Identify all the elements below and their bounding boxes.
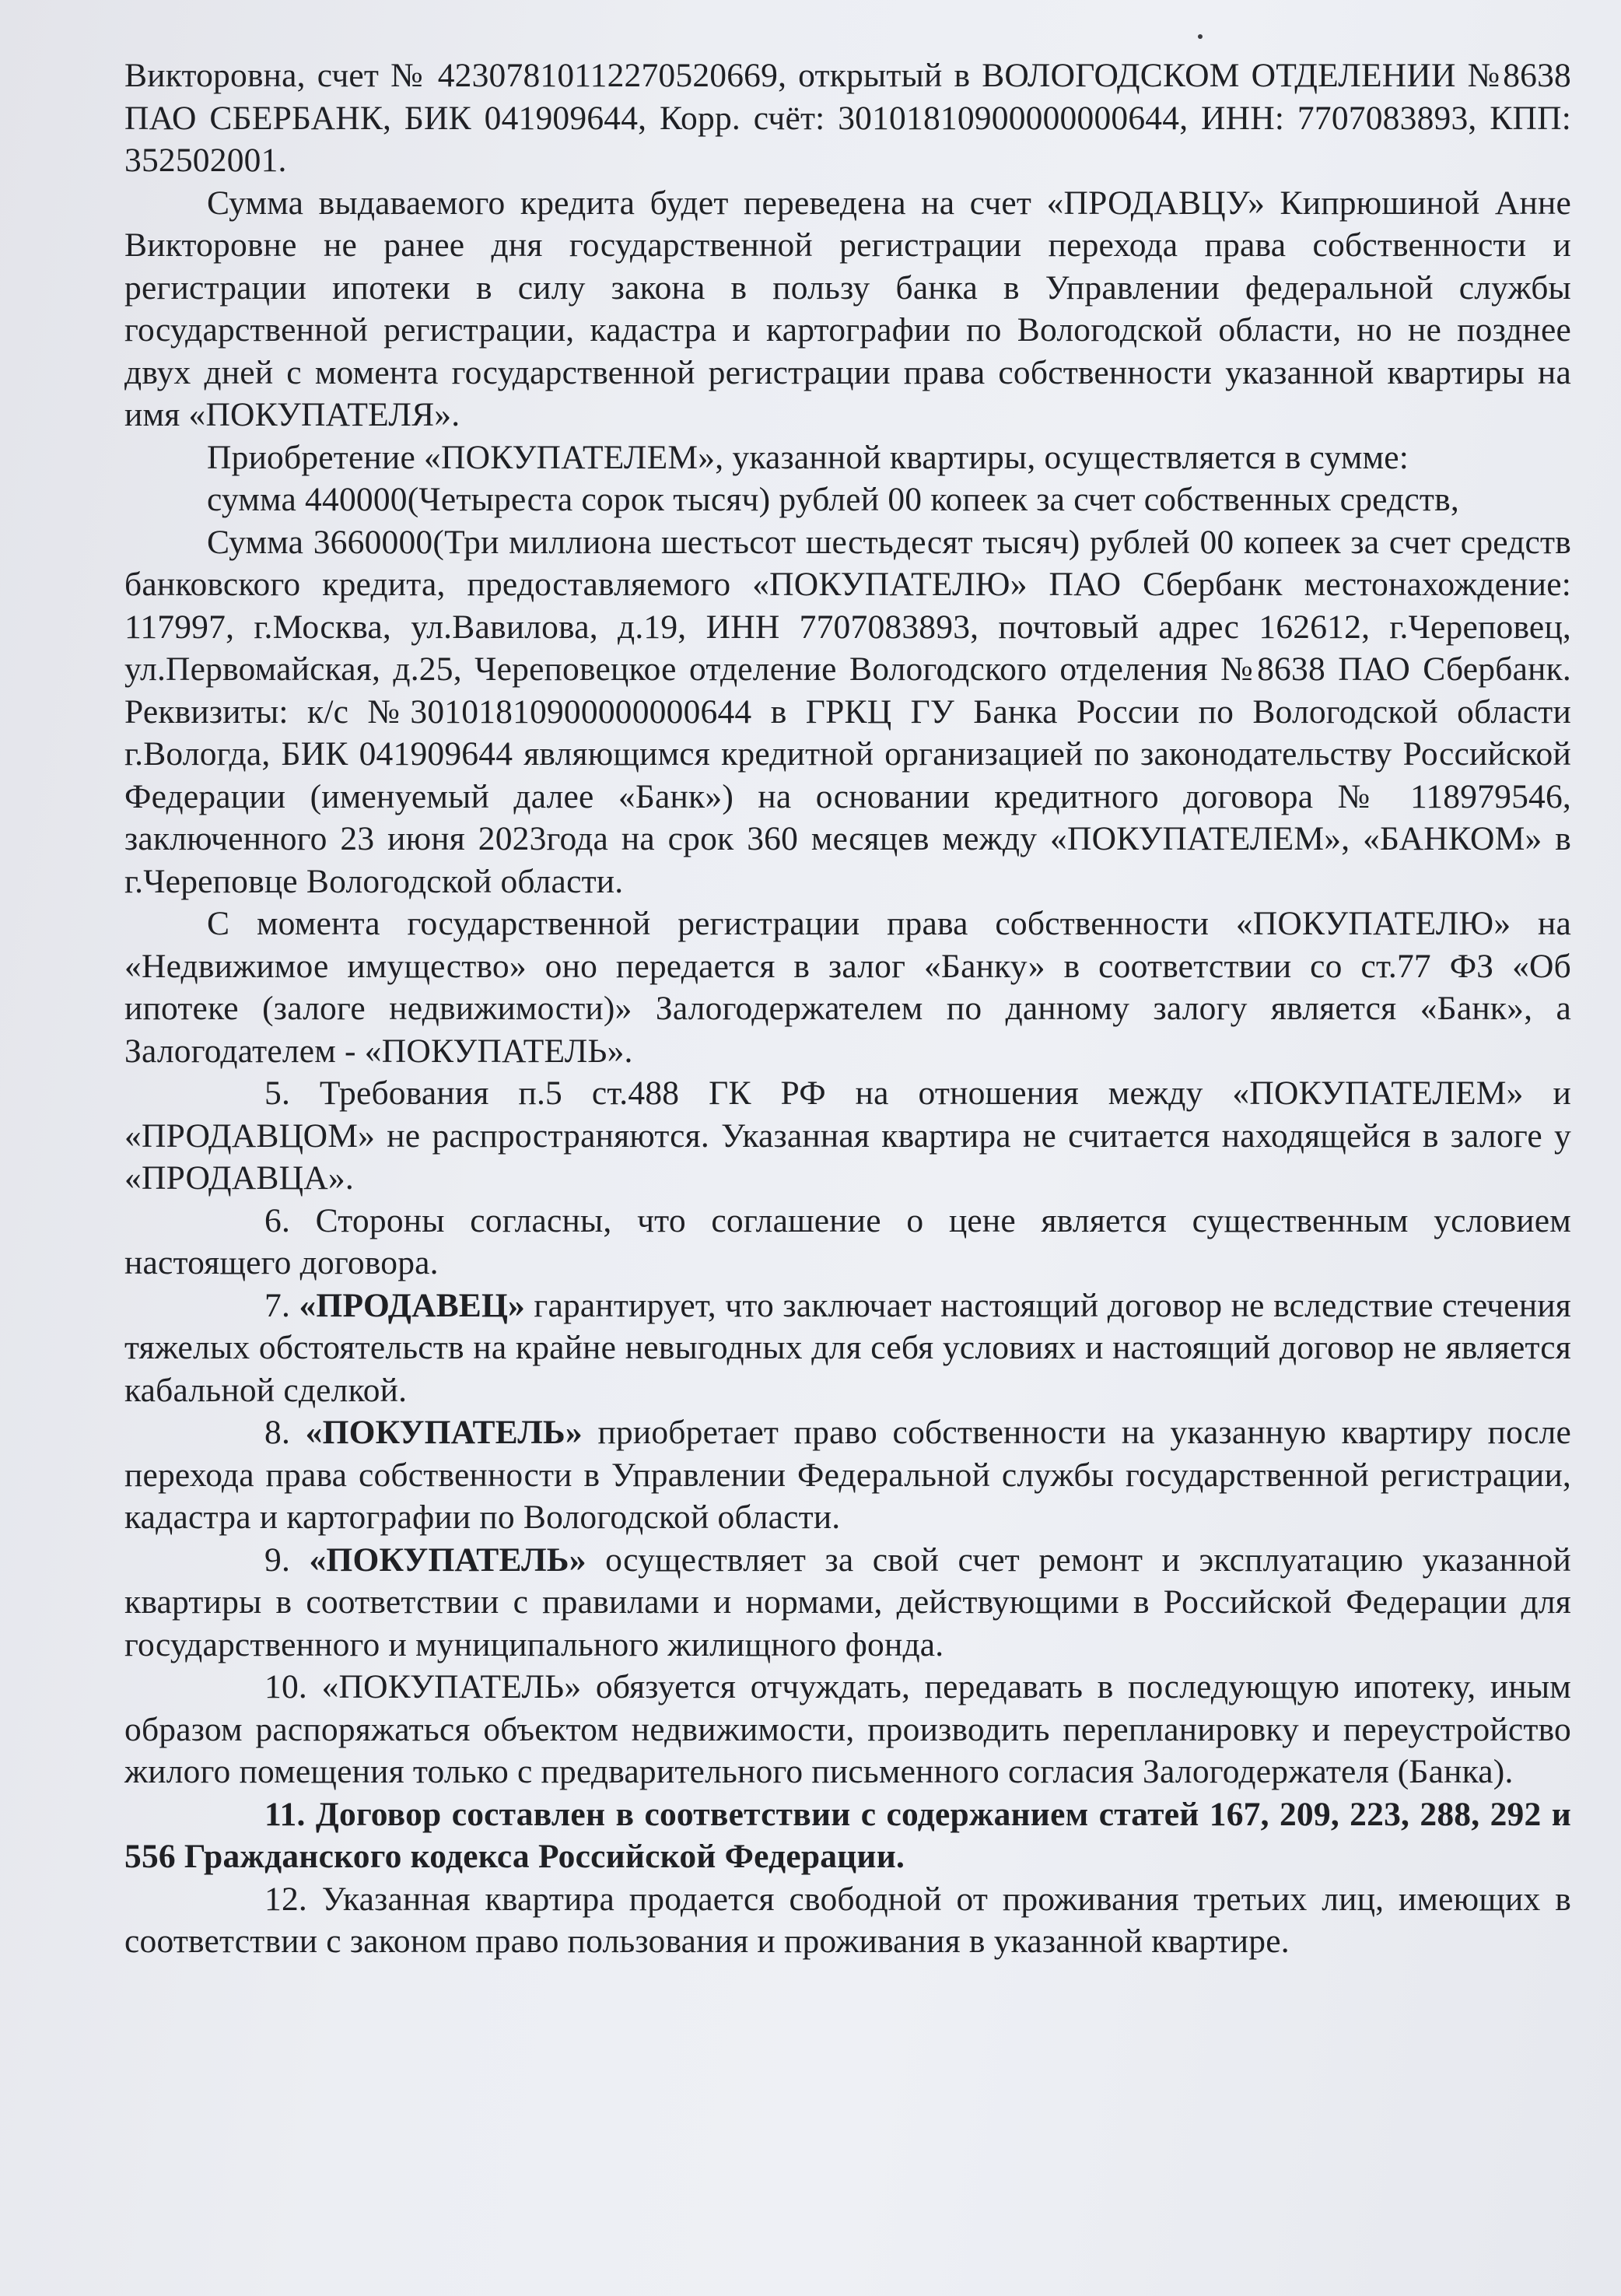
clause-7-number: 7.: [264, 1286, 291, 1324]
clause-9: [124, 1539, 1571, 1667]
contract-text: [124, 54, 1571, 1963]
clause-9-text: осуществляет за свой счет ремонт и эксплуатацию указанной квартиры в соответствии с правилами и нормами, действующими в Российской Федерации для государственного и муниципального жилищного фонда.: [124, 1541, 1572, 1663]
clause-9-number: 9.: [264, 1541, 291, 1579]
paper-speck: [1198, 34, 1203, 39]
clause-8: [124, 1411, 1571, 1539]
paragraph-account-details: Викторовна, счет № 42307810112270520669, открытый в ВОЛОГОДСКОМ ОТДЕЛЕНИИ №8638 ПАО СБЕРБАНК, БИК 041909644, Корр. счёт: 30101810900000000644, ИНН: 7707083893, КПП: 352502001.: [124, 57, 1571, 179]
clause-7-text: гарантирует, что заключает настоящий договор не вследствие стечения тяжелых обстоятельств на крайне невыгодных для себя условиях и настоящий договор не является кабальной сделкой.: [124, 1286, 1572, 1409]
paragraph-pledge: С момента государственной регистрации права собственности «ПОКУПАТЕЛЮ» на «Недвижимое имущество» оно передается в залог «Банку» в соответствии со ст.77 ФЗ «Об ипотеке (залоге недвижимости)» Залогодержателем по данному залогу является «Банк», а Залогодателем - «ПОКУПАТЕЛЬ».: [124, 905, 1571, 1070]
clause-10: 10. «ПОКУПАТЕЛЬ» обязуется отчуждать, передавать в последующую ипотеку, иным образом распоряжаться объектом недвижимости, производить перепланировку и переустройство жилого помещения только с предварительного письменного согласия Залогодержателя (Банка).: [124, 1668, 1571, 1790]
clause-12: 12. Указанная квартира продается свободной от проживания третьих лиц, имеющих в соответствии с законом право пользования и проживания в указанной квартире.: [124, 1880, 1571, 1960]
clause-5: 5. Требования п.5 ст.488 ГК РФ на отношения между «ПОКУПАТЕЛЕМ» и «ПРОДАВЦОМ» не распространяются. Указанная квартира не считается находящейся в залоге у «ПРОДАВЦА».: [124, 1074, 1571, 1197]
clause-8-number: 8.: [264, 1414, 291, 1451]
paragraph-bank-credit: Сумма 3660000(Три миллиона шестьсот шестьдесят тысяч) рублей 00 копеек за счет средств банковского кредита, предоставляемого «ПОКУПАТЕЛЮ» ПАО Сбербанк местонахождение: 117997, г.Москва, ул.Вавилова, д.19, ИНН 7707083893, почтовый адрес 162612, г.Череповец, ул.Первомайская, д.25, Череповецкое отделение Вологодского отделения №8638 ПАО Сбербанк. Реквизиты: к/с №30101810900000000644 в ГРКЦ ГУ Банка России по Вологодской области г.Вологда, БИК 041909644 являющимся кредитной организацией по законодательству Российской Федерации (именуемый далее «Банк») на основании кредитного договора № 118979546, заключенного 23 июня 2023года на срок 360 месяцев между «ПОКУПАТЕЛЕМ», «БАНКОМ» в г.Череповце Вологодской области.: [124, 523, 1571, 900]
clause-8-party: «ПОКУПАТЕЛЬ»: [305, 1414, 583, 1451]
paragraph-credit-transfer: Сумма выдаваемого кредита будет переведена на счет «ПРОДАВЦУ» Кипрюшиной Анне Викторовне не ранее дня государственной регистрации перехода права собственности и регистрации ипотеки в силу закона в пользу банка в Управлении федеральной службы государственной регистрации, кадастра и картографии по Вологодской области, но не позднее двух дней с момента государственной регистрации права собственности указанной квартиры на имя «ПОКУПАТЕЛЯ».: [124, 184, 1571, 433]
clause-11: 11. Договор составлен в соответствии с содержанием статей 167, 209, 223, 288, 292 и 556 Гражданского кодекса Российской Федерации.: [124, 1795, 1571, 1875]
clause-8-text: приобретает право собственности на указанную квартиру после перехода права собственности в Управлении Федеральной службы государственной регистрации, кадастра и картографии по Вологодской области.: [124, 1414, 1572, 1536]
clause-9-party: «ПОКУПАТЕЛЬ»: [309, 1541, 586, 1579]
paragraph-purchase-sum: Приобретение «ПОКУПАТЕЛЕМ», указанной квартиры, осуществляется в сумме:: [207, 438, 1409, 476]
clause-7: [124, 1285, 1571, 1412]
paragraph-own-funds: сумма 440000(Четыреста сорок тысяч) рублей 00 копеек за счет собственных средств,: [207, 481, 1459, 518]
clause-6: 6. Стороны согласны, что соглашение о цене является существенным условием настоящего договора.: [124, 1201, 1571, 1281]
clause-7-party: «ПРОДАВЕЦ»: [299, 1286, 525, 1324]
